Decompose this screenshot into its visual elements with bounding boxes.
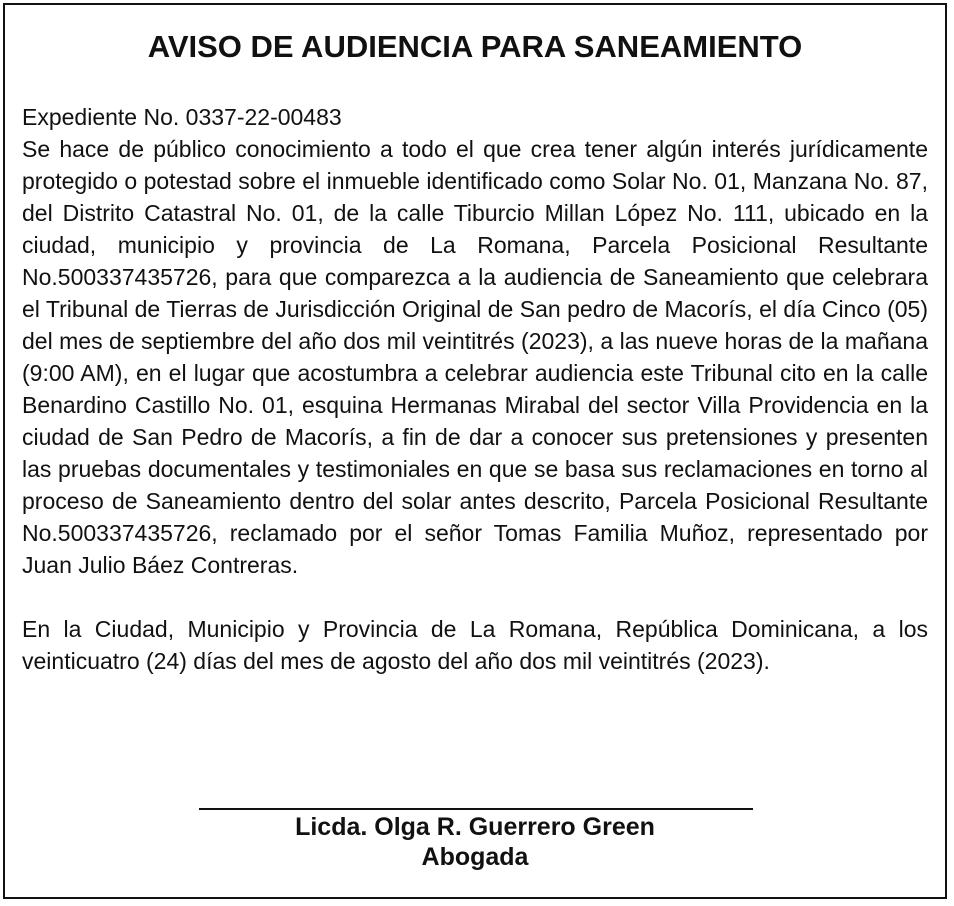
signature-name: Licda. Olga R. Guerrero Green bbox=[295, 813, 655, 841]
paragraph-gap bbox=[22, 581, 928, 613]
notice-body: Se hace de público conocimiento a todo el que crea tener algún interés jurídicamente protegido o potestad sobre el inmueble identificado como Solar No. 01, Manzana No. 87, del Distrito Catastral No. 01, de la calle Tiburcio Millan López No. 111, ubicado en la ciudad, municipio y provincia de La Romana, Parcela Posicional Resultante No.500337435726, para que comparezca a la audiencia de Saneamiento que celebrara el Tribunal de Tierras de Jurisdicción Original de San pedro de Macorís, el día Cinco (05) del mes de septiembre del año dos mil veintitrés (2023), a las nueve horas de la mañana (9:00 AM), en el lugar que acostumbra a celebrar audiencia este Tribunal cito en la calle Benardino Castillo No. 01, esquina Hermanas Mirabal del sector Villa Providencia en la ciudad de San Pedro de Macorís, a fin de dar a conocer sus pretensiones y presenten las pruebas documentales y testimoniales en que se basa sus reclamaciones en torno al proceso de Saneamiento dentro del solar antes descrito, Parcela Posicional Resultante No.500337435726, reclamado por el señor Tomas Familia Muñoz, representado por Juan Julio Báez Contreras. bbox=[22, 136, 928, 578]
file-number: Expediente No. 0337-22-00483 bbox=[22, 104, 342, 130]
date-place: En la Ciudad, Municipio y Provincia de La Romana, República Dominicana, a los veinticuatro (24) días del mes de agosto del año dos mil veintitrés (2023). bbox=[22, 616, 928, 674]
notice-box bbox=[3, 3, 947, 899]
notice-content bbox=[22, 101, 928, 677]
notice-title: AVISO DE AUDIENCIA PARA SANEAMIENTO bbox=[147, 29, 803, 64]
signature-role: Abogada bbox=[421, 843, 529, 871]
signature-line bbox=[199, 808, 753, 810]
